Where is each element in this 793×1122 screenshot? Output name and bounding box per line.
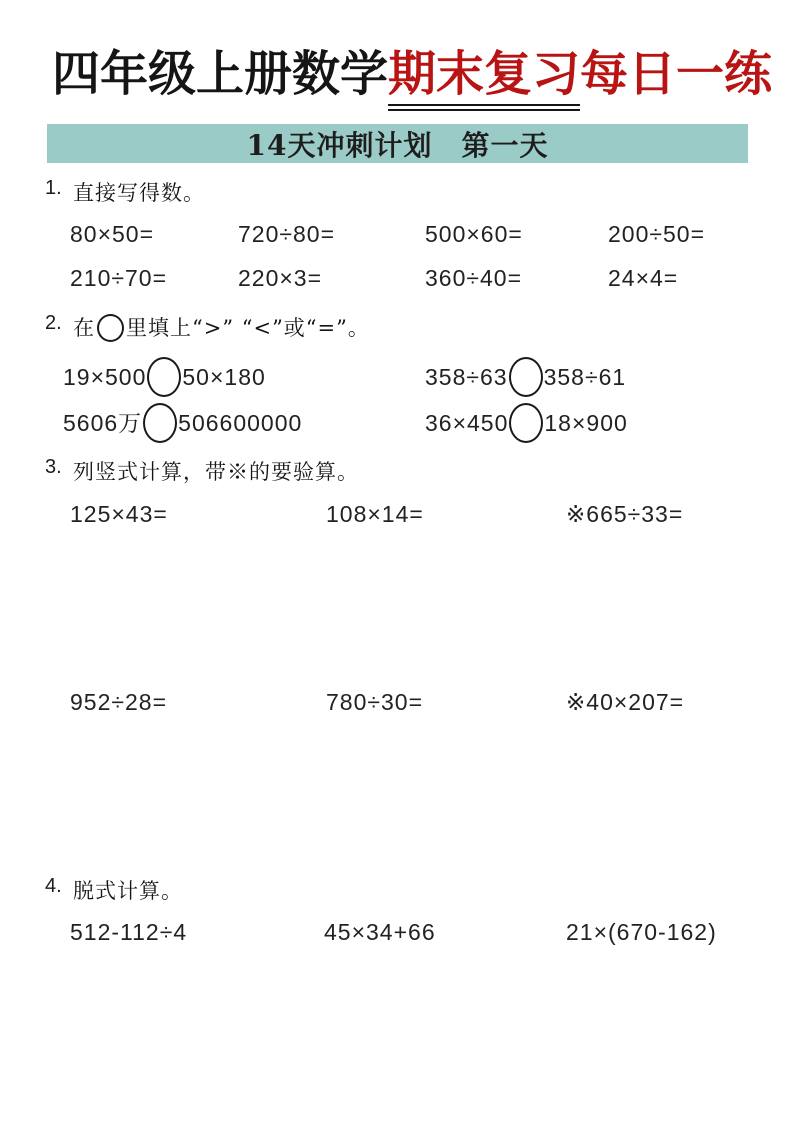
math-expression: ※40×207= (566, 689, 685, 715)
math-expression: 720÷80= (238, 221, 336, 247)
math-expression: 200÷50= (608, 221, 706, 247)
section-instruction: 脱式计算。 (73, 879, 183, 903)
answer-circle-icon (147, 357, 181, 397)
plan-banner (47, 124, 748, 163)
right-operand: 50×180 (182, 364, 266, 390)
left-operand: 19×500 (63, 364, 147, 390)
answer-circle-icon (509, 357, 543, 397)
comparison-expression (425, 402, 628, 447)
math-expression: 210÷70= (70, 265, 168, 291)
math-expression: 512-112÷4 (70, 919, 188, 945)
right-operand: 506600000 (178, 410, 303, 436)
section-number: 1. (45, 177, 62, 199)
left-operand: 358÷63 (425, 364, 508, 390)
comparison-expression (63, 356, 266, 401)
section-number: 2. (45, 312, 62, 334)
page-title (52, 44, 772, 104)
math-expression: 220×3= (238, 265, 323, 291)
title-daily-part: 每日一练 (580, 46, 773, 102)
math-expression: 108×14= (326, 501, 424, 527)
section-instruction: 直接写得数。 (73, 181, 205, 205)
answer-circle-icon (509, 403, 543, 443)
section-instruction: 列竖式计算，带※的要验算。 (73, 460, 359, 484)
math-expression: 45×34+66 (324, 919, 436, 945)
right-operand: 358÷61 (543, 364, 627, 390)
math-expression: 780÷30= (326, 689, 424, 715)
math-expression: 500×60= (425, 221, 523, 247)
title-course-part: 四年级上册数学 (52, 46, 389, 102)
section-instruction (73, 312, 370, 345)
section-number: 4. (45, 875, 62, 897)
math-expression: 21×(670-162) (566, 919, 717, 945)
comparison-expression (425, 356, 626, 401)
title-exam-part-underlined: 期末复习 (388, 46, 580, 111)
right-operand: 18×900 (544, 410, 628, 436)
math-expression: 125×43= (70, 501, 168, 527)
comparison-expression (63, 402, 302, 447)
plan-banner-label: 14天冲刺计划 第一天 (246, 128, 549, 162)
math-expression: 360÷40= (425, 265, 523, 291)
math-expression: ※665÷33= (566, 501, 684, 527)
answer-circle-icon (143, 403, 177, 443)
left-operand: 5606万 (63, 410, 143, 436)
instruction-before-circle: 在 (73, 316, 95, 340)
math-expression: 80×50= (70, 221, 155, 247)
instruction-after-circle: 里填上“>” “<”或“=”。 (126, 316, 370, 340)
blank-circle-icon (97, 314, 124, 342)
math-expression: 952÷28= (70, 689, 168, 715)
left-operand: 36×450 (425, 410, 509, 436)
section-number: 3. (45, 456, 62, 478)
math-expression: 24×4= (608, 265, 679, 291)
